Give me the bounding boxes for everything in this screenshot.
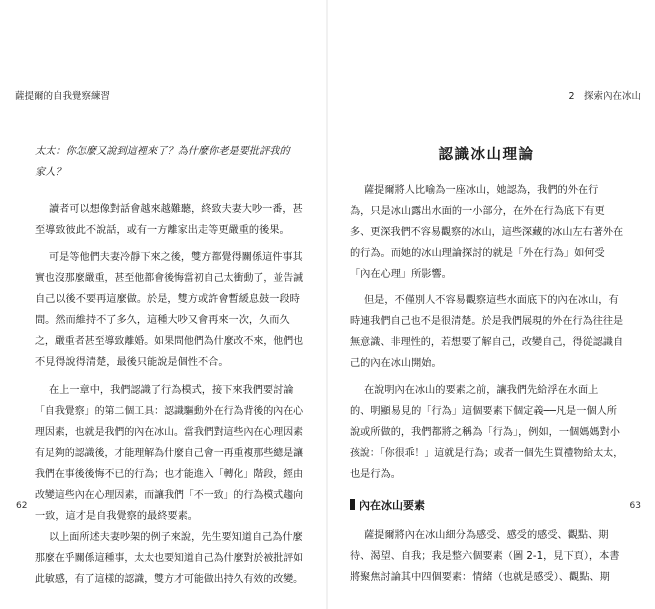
paragraph-line: 己的內在冰山開始。 (350, 358, 442, 369)
paragraph-line: 讀者可以想像對話會越來越難聽，終致夫妻大吵一番，甚 (49, 204, 303, 215)
paragraph-line: 將聚焦討論其中四個要素：情緒（也就是感受）、觀點、期 (350, 572, 610, 583)
paragraph-line: 的行為。而她的冰山理論探討的就是「外在行為」如何受 (350, 248, 605, 259)
quote-line: 家人？ (35, 167, 66, 178)
left-page (0, 0, 327, 609)
paragraph-line: 「自我覺察」的第二個工具：認識驅動外在行為背後的內在心 (35, 406, 303, 417)
paragraph-line: 薩提爾將人比喻為一座冰山，她認為，我們的外在行 (364, 185, 599, 196)
running-head-right: 2 探索內在冰山 (568, 91, 641, 102)
paragraph-line: 無意識、非理性的，若想要了解自己，改變自己，得從認識自 (350, 337, 623, 348)
paragraph-line: 薩提爾將內在冰山細分為感受、感受的感受、觀點、期 (364, 530, 609, 541)
paragraph-line: 的、明顯易見的「行為」這個要素下個定義──凡是一個人所 (350, 406, 617, 417)
page-number-left: 62 (16, 501, 28, 511)
paragraph-line: 此敏感，有了這樣的認識，雙方才可能做出持久有效的改變。 (35, 574, 303, 585)
paragraph-line: 在上一章中，我們認識了行為模式，接下來我們要討論 (49, 385, 294, 396)
subsection-heading (350, 497, 425, 513)
paragraph-line: 在說明內在冰山的要素之前，讓我們先給浮在水面上 (364, 385, 599, 396)
subsection-title: 內在冰山要素 (359, 499, 425, 512)
paragraph-line: 孩說：「你很乖！」這就是行為；或者一個先生買禮物給太太， (350, 448, 623, 459)
page-number-right: 63 (629, 501, 641, 511)
quote-line: 太太：你怎麼又說到這裡來了？為什麼你老是要批評我的 (35, 146, 290, 157)
heading-marker (350, 499, 355, 510)
paragraph-line: 我們在事後後悔不已的行為；也才能進入「轉化」階段，經由 (35, 469, 303, 480)
paragraph-line: 改變這些內在心理因素，而讓我們「不一致」的行為模式趨向 (35, 490, 303, 501)
paragraph-line: 也是行為。 (350, 469, 401, 480)
paragraph-line: 至導致彼此不說話，或有一方離家出走等更嚴重的後果。 (35, 225, 290, 236)
paragraph-line: 「內在心理」所影響。 (350, 269, 452, 280)
paragraph-line: 時連我們自己也不是很清楚。於是我們展現的外在行為往往是 (350, 316, 623, 327)
paragraph-line: 之，嚴重者甚至導致離婚。如果問他們為什麼改不來，他們也 (35, 336, 303, 347)
section-title: 認識冰山理論 (438, 146, 535, 163)
paragraph-line: 實也沒那麼嚴重，甚至他都會後悔當初自己太衝動了，並告誡 (35, 273, 303, 284)
paragraph-line: 一致，這才是自我覺察的最終要素。 (35, 511, 198, 522)
paragraph-line: 多、更深我們不容易觀察的冰山，這些深藏的冰山左右著外在 (350, 227, 623, 238)
paragraph-line: 理因素，也就是我們的內在冰山。當我們對這些內在心理因素 (35, 427, 303, 438)
paragraph-line: 以上面所述夫妻吵架的例子來說，先生要知道自己為什麼 (49, 532, 303, 543)
paragraph-line: 有足夠的認識後，才能理解為什麼自己會一再重複那些總是讓 (35, 448, 303, 459)
paragraph-line: 那麼在乎關係這種事，太太也要知道自己為什麼對於被批評如 (35, 553, 303, 564)
right-page (328, 0, 655, 609)
paragraph-line: 為，只是冰山露出水面的一小部分，在外在行為底下有更 (350, 206, 605, 217)
paragraph-line: 間。然而維持不了多久，這種大吵又會再來一次，久而久 (35, 315, 290, 326)
running-head-left: 薩提爾的自我覺察練習 (15, 91, 111, 102)
paragraph-line: 但是，不僅別人不容易觀察這些水面底下的內在冰山，有 (364, 295, 619, 306)
paragraph-line: 說或所做的，我們都將之稱為「行為」，例如，一個媽媽對小 (350, 427, 620, 438)
paragraph-line: 可是等他們夫妻冷靜下來之後，雙方都覺得關係這件事其 (49, 252, 303, 263)
paragraph-line: 自己以後不要再這麼做。於是，雙方或許會暫緩息鼓一段時 (35, 294, 300, 305)
paragraph-line: 不見得說得清楚，最後只能說是個性不合。 (35, 357, 229, 368)
paragraph-line: 待、渴望、自我；我是整六個要素（圖 2-1，見下頁），本書 (350, 551, 620, 562)
